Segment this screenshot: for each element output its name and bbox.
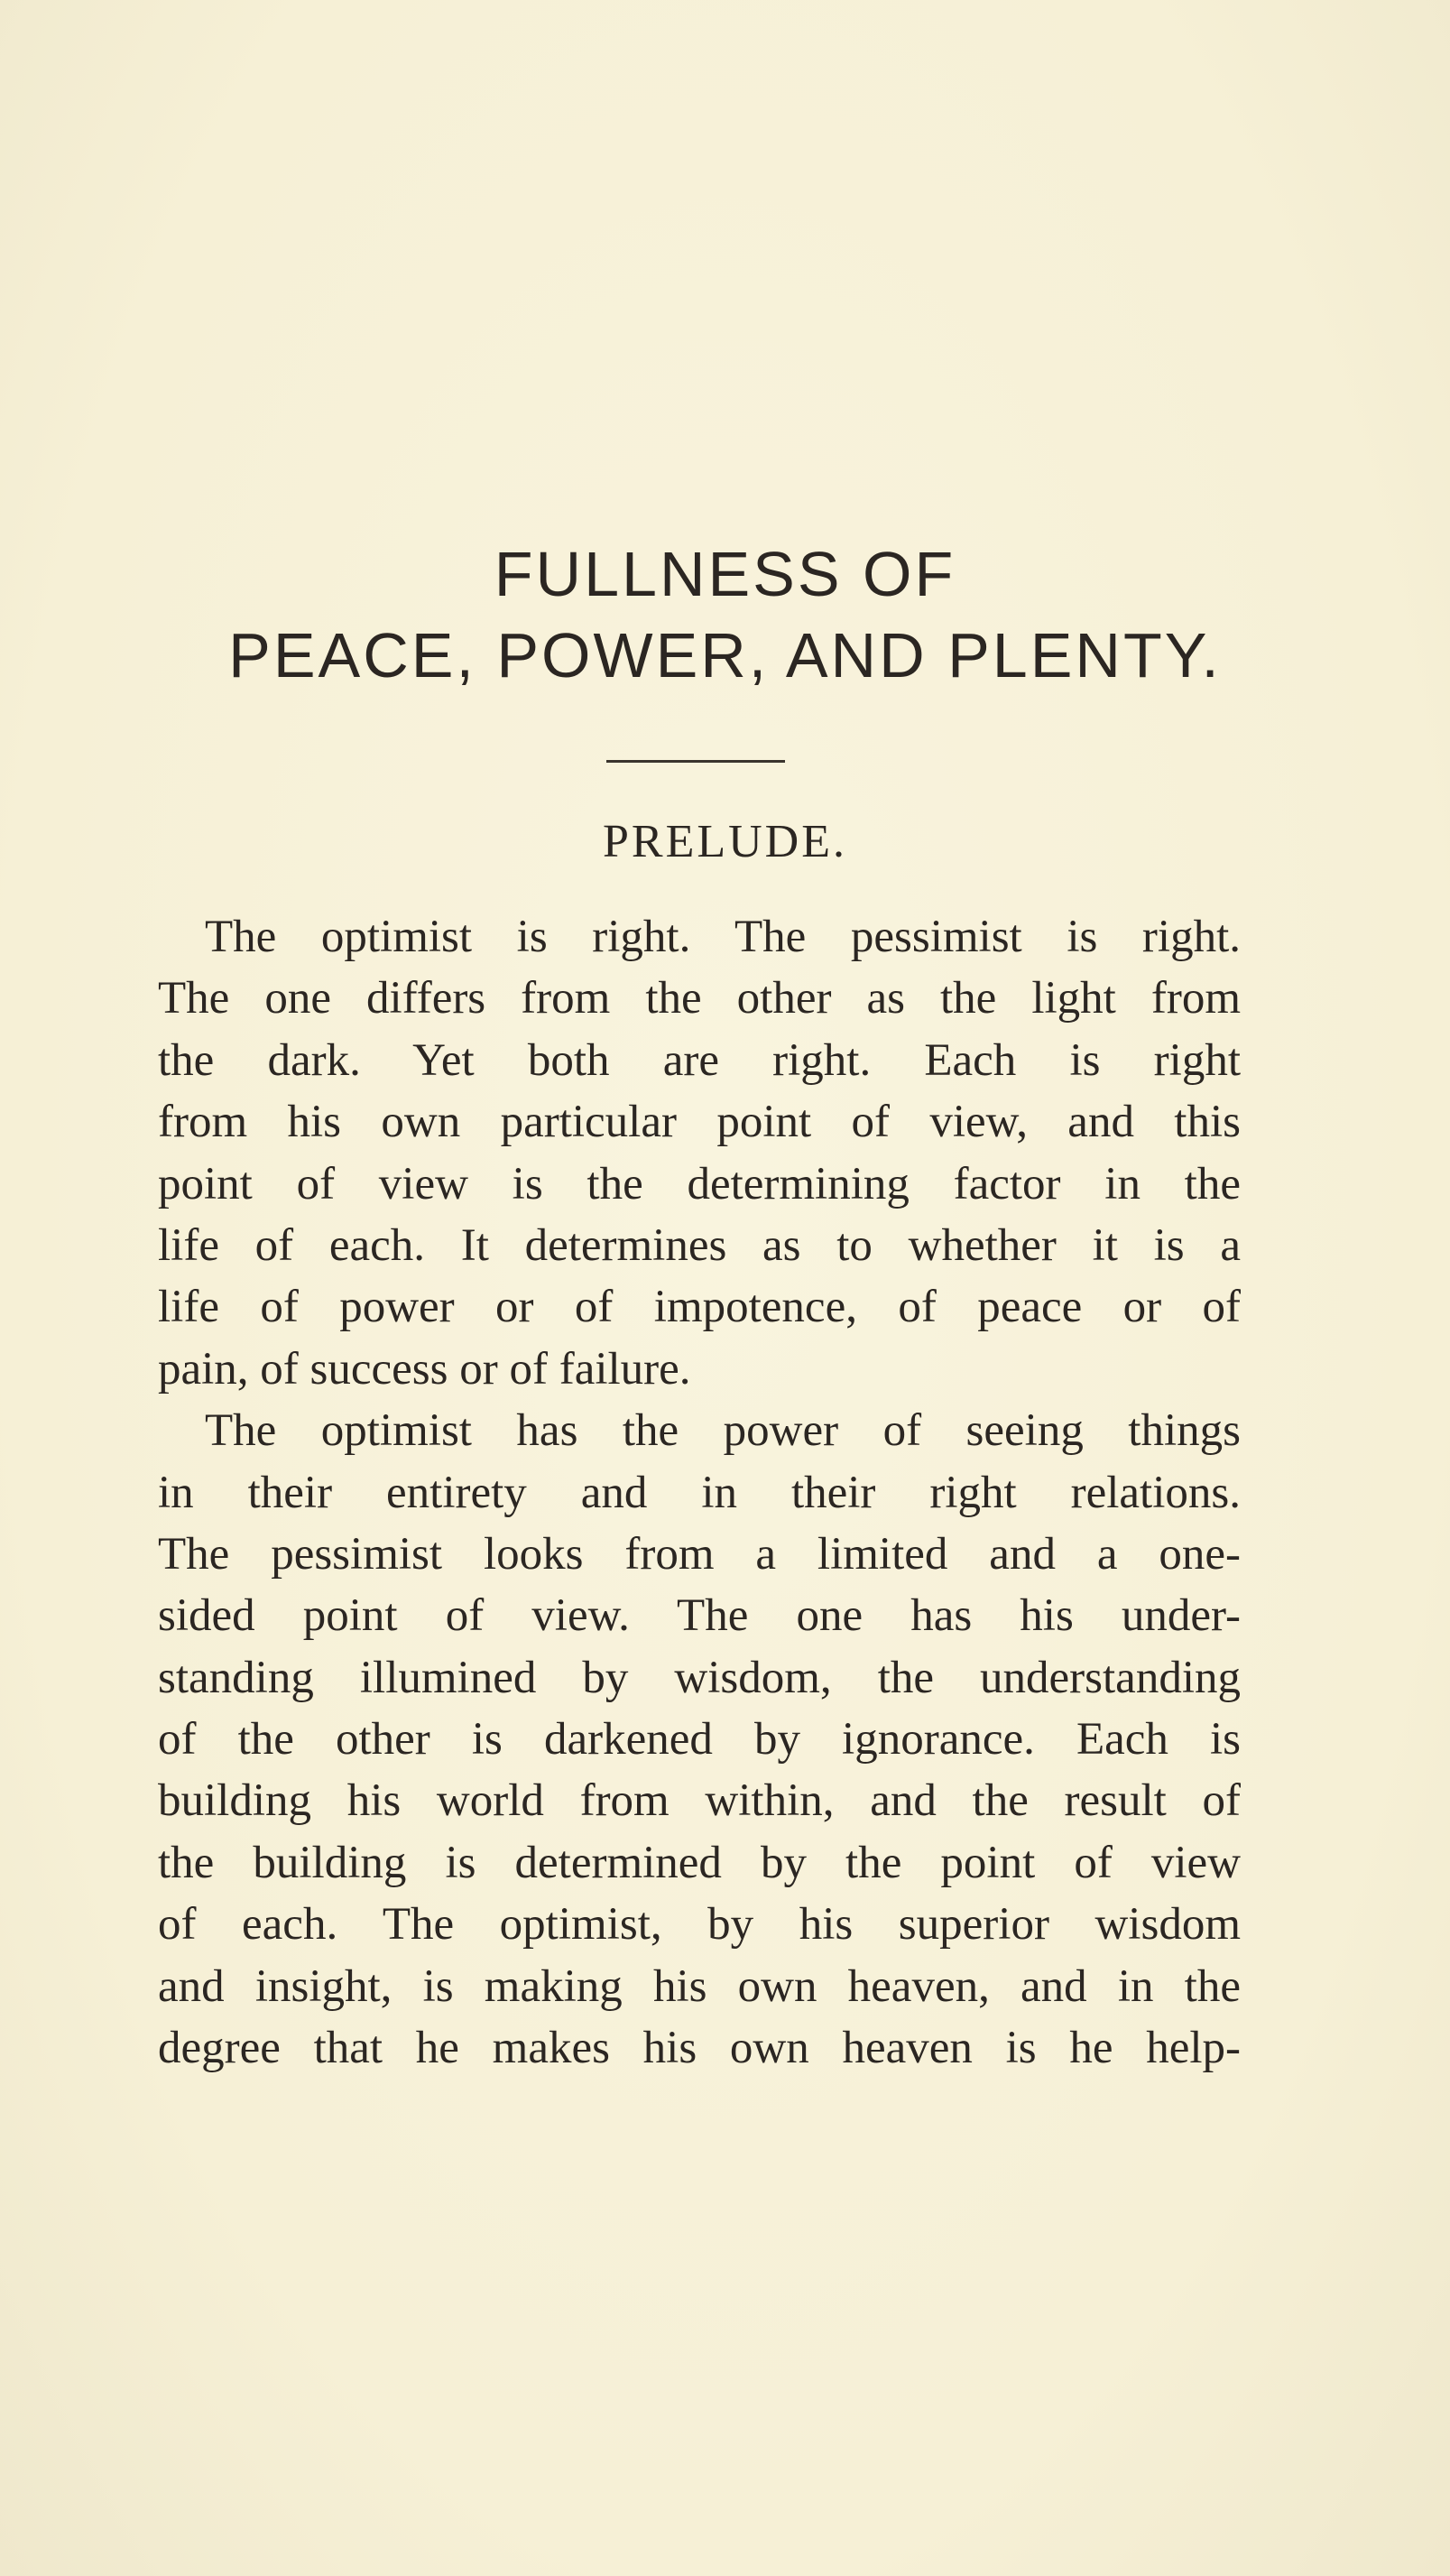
- text-line: building his world from within, and the result of: [158, 1775, 1241, 1827]
- text-line: of the other is darkened by ignorance. Each is: [158, 1714, 1241, 1765]
- text-line: pain, of success or of failure.: [158, 1343, 691, 1395]
- title-divider: [606, 760, 785, 763]
- text-line: the dark. Yet both are right. Each is right: [158, 1034, 1241, 1086]
- text-line: standing illumined by wisdom, the understanding: [158, 1652, 1241, 1703]
- text-line: point of view is the determining factor in the: [158, 1158, 1241, 1209]
- text-line: life of power or of impotence, of peace or of: [158, 1282, 1241, 1333]
- text-line: the building is determined by the point of view: [158, 1837, 1241, 1888]
- text-line: degree that he makes his own heaven is he help-: [158, 2023, 1241, 2074]
- text-line: The optimist is right. The pessimist is right.: [205, 912, 1241, 962]
- text-line: life of each. It determines as to whether it is a: [158, 1219, 1241, 1271]
- body-text: [158, 906, 1241, 2079]
- text-line: and insight, is making his own heaven, and in the: [158, 1960, 1241, 2012]
- title-line-2: PEACE, POWER, AND PLENTY.: [228, 620, 1222, 690]
- text-line: sided point of view. The one has his under-: [158, 1590, 1241, 1642]
- text-line: The optimist has the power of seeing things: [205, 1405, 1241, 1457]
- text-line: The one differs from the other as the light from: [158, 973, 1241, 1024]
- section-heading: PRELUDE.: [603, 816, 847, 867]
- text-line: of each. The optimist, by his superior wisdom: [158, 1899, 1241, 1951]
- text-line: The pessimist looks from a limited and a one-: [158, 1528, 1241, 1580]
- title-line-1: FULLNESS OF: [494, 539, 956, 609]
- text-line: from his own particular point of view, and this: [158, 1097, 1241, 1148]
- text-line: in their entirety and in their right relations.: [158, 1467, 1241, 1518]
